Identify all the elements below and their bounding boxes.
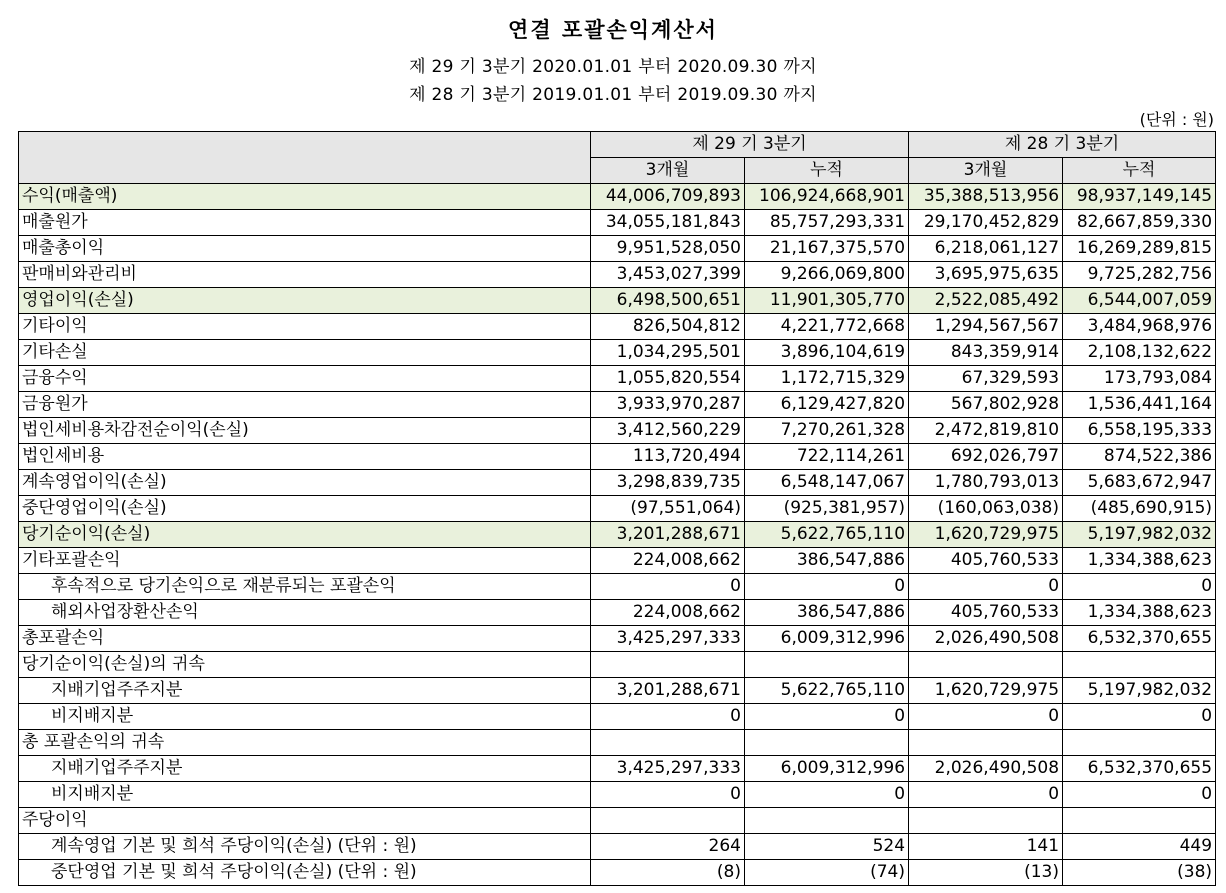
value-prior-cumulative: 0 <box>1063 574 1216 600</box>
value-current-3m: 0 <box>591 574 745 600</box>
value-prior-3m: 1,780,793,013 <box>909 470 1063 496</box>
value-current-cumulative: 6,009,312,996 <box>745 756 909 782</box>
table-row <box>19 652 1216 678</box>
value-prior-cumulative: 1,536,441,164 <box>1063 392 1216 418</box>
value-prior-3m: 2,026,490,508 <box>909 626 1063 652</box>
table-row <box>19 600 1216 626</box>
header-prior-cumulative: 누적 <box>1063 158 1216 184</box>
value-prior-cumulative: (485,690,915) <box>1063 496 1216 522</box>
value-prior-cumulative: 6,532,370,655 <box>1063 756 1216 782</box>
value-prior-3m: 2,026,490,508 <box>909 756 1063 782</box>
value-current-3m: 3,201,288,671 <box>591 522 745 548</box>
table-row <box>19 834 1216 860</box>
value-current-3m: 34,055,181,843 <box>591 210 745 236</box>
value-current-3m: (97,551,064) <box>591 496 745 522</box>
value-prior-3m: 405,760,533 <box>909 548 1063 574</box>
row-label: 판매비와관리비 <box>19 262 591 288</box>
table-row <box>19 314 1216 340</box>
row-label: 영업이익(손실) <box>19 288 591 314</box>
value-current-3m: 3,201,288,671 <box>591 678 745 704</box>
row-label: 총 포괄손익의 귀속 <box>19 730 591 756</box>
unit-label: (단위 : 원) <box>1139 110 1214 129</box>
row-label: 법인세비용차감전순이익(손실) <box>19 418 591 444</box>
row-label: 금융수익 <box>19 366 591 392</box>
value-current-cumulative: 7,270,261,328 <box>745 418 909 444</box>
table-row <box>19 470 1216 496</box>
table-row <box>19 366 1216 392</box>
value-prior-3m: 0 <box>909 704 1063 730</box>
row-label: 당기순이익(손실)의 귀속 <box>19 652 591 678</box>
value-prior-3m: 2,472,819,810 <box>909 418 1063 444</box>
value-current-cumulative: (925,381,957) <box>745 496 909 522</box>
value-current-cumulative: 11,901,305,770 <box>745 288 909 314</box>
table-row <box>19 574 1216 600</box>
value-prior-3m: 0 <box>909 782 1063 808</box>
value-prior-3m: 1,294,567,567 <box>909 314 1063 340</box>
header-current-period: 제 29 기 3분기 <box>591 132 909 158</box>
table-row <box>19 730 1216 756</box>
value-prior-3m <box>909 652 1063 678</box>
value-prior-cumulative <box>1063 730 1216 756</box>
row-label: 비지배지분 <box>19 782 591 808</box>
table-row <box>19 236 1216 262</box>
value-current-3m: 9,951,528,050 <box>591 236 745 262</box>
row-label: 주당이익 <box>19 808 591 834</box>
value-prior-3m: 843,359,914 <box>909 340 1063 366</box>
row-label: 매출원가 <box>19 210 591 236</box>
value-current-cumulative: 524 <box>745 834 909 860</box>
row-label: 기타이익 <box>19 314 591 340</box>
value-current-cumulative: 386,547,886 <box>745 600 909 626</box>
table-row <box>19 262 1216 288</box>
value-current-cumulative: 106,924,668,901 <box>745 184 909 210</box>
value-current-3m: 224,008,662 <box>591 548 745 574</box>
value-prior-cumulative: 16,269,289,815 <box>1063 236 1216 262</box>
value-prior-3m: 1,620,729,975 <box>909 522 1063 548</box>
value-prior-cumulative: 173,793,084 <box>1063 366 1216 392</box>
current-period: 제 29 기 3분기 2020.01.01 부터 2020.09.30 까지 <box>409 57 817 77</box>
value-prior-cumulative <box>1063 652 1216 678</box>
table-row <box>19 756 1216 782</box>
value-current-3m <box>591 730 745 756</box>
value-current-cumulative: 722,114,261 <box>745 444 909 470</box>
header-current-3m: 3개월 <box>591 158 745 184</box>
value-current-3m: 44,006,709,893 <box>591 184 745 210</box>
income-statement-table <box>18 131 1216 886</box>
value-prior-3m: 2,522,085,492 <box>909 288 1063 314</box>
value-prior-3m: 405,760,533 <box>909 600 1063 626</box>
value-prior-cumulative: 1,334,388,623 <box>1063 600 1216 626</box>
table-row <box>19 496 1216 522</box>
value-prior-cumulative: 3,484,968,976 <box>1063 314 1216 340</box>
row-label: 후속적으로 당기손익으로 재분류되는 포괄손익 <box>19 574 591 600</box>
value-current-cumulative: 5,622,765,110 <box>745 522 909 548</box>
row-label: 수익(매출액) <box>19 184 591 210</box>
value-prior-cumulative: 9,725,282,756 <box>1063 262 1216 288</box>
value-current-cumulative <box>745 652 909 678</box>
value-current-3m: 0 <box>591 782 745 808</box>
value-prior-cumulative: 1,334,388,623 <box>1063 548 1216 574</box>
row-label: 해외사업장환산손익 <box>19 600 591 626</box>
value-current-3m: 3,425,297,333 <box>591 626 745 652</box>
value-prior-3m: 0 <box>909 574 1063 600</box>
value-prior-3m: 1,620,729,975 <box>909 678 1063 704</box>
table-row <box>19 626 1216 652</box>
row-label: 지배기업주주지분 <box>19 678 591 704</box>
value-current-cumulative: (74) <box>745 860 909 886</box>
value-current-cumulative: 1,172,715,329 <box>745 366 909 392</box>
row-label: 당기순이익(손실) <box>19 522 591 548</box>
value-current-3m: 224,008,662 <box>591 600 745 626</box>
value-current-cumulative: 0 <box>745 704 909 730</box>
value-prior-cumulative: 0 <box>1063 704 1216 730</box>
value-prior-cumulative: 5,683,672,947 <box>1063 470 1216 496</box>
value-prior-3m <box>909 730 1063 756</box>
value-prior-cumulative: 6,532,370,655 <box>1063 626 1216 652</box>
row-label: 금융원가 <box>19 392 591 418</box>
table-header <box>19 132 1216 184</box>
value-current-3m: 3,453,027,399 <box>591 262 745 288</box>
value-current-3m: 264 <box>591 834 745 860</box>
prior-period: 제 28 기 3분기 2019.01.01 부터 2019.09.30 까지 <box>409 85 817 105</box>
value-current-3m: 0 <box>591 704 745 730</box>
value-prior-3m: 567,802,928 <box>909 392 1063 418</box>
value-prior-3m: 6,218,061,127 <box>909 236 1063 262</box>
value-current-3m: 826,504,812 <box>591 314 745 340</box>
value-prior-cumulative: 0 <box>1063 782 1216 808</box>
value-prior-3m: 67,329,593 <box>909 366 1063 392</box>
row-label: 기타손실 <box>19 340 591 366</box>
value-current-cumulative: 85,757,293,331 <box>745 210 909 236</box>
table-body <box>19 184 1216 886</box>
value-current-cumulative: 21,167,375,570 <box>745 236 909 262</box>
table-row <box>19 860 1216 886</box>
row-label: 비지배지분 <box>19 704 591 730</box>
value-prior-3m: 29,170,452,829 <box>909 210 1063 236</box>
value-current-3m <box>591 652 745 678</box>
value-prior-cumulative: 6,544,007,059 <box>1063 288 1216 314</box>
row-label: 중단영업 기본 및 희석 주당이익(손실) (단위 : 원) <box>19 860 591 886</box>
table-row <box>19 444 1216 470</box>
table-row <box>19 340 1216 366</box>
value-current-cumulative: 386,547,886 <box>745 548 909 574</box>
value-prior-cumulative: 874,522,386 <box>1063 444 1216 470</box>
table-row <box>19 522 1216 548</box>
header-prior-period: 제 28 기 3분기 <box>909 132 1216 158</box>
value-current-3m: 3,298,839,735 <box>591 470 745 496</box>
value-current-3m: 3,425,297,333 <box>591 756 745 782</box>
row-label: 지배기업주주지분 <box>19 756 591 782</box>
table-row <box>19 184 1216 210</box>
value-prior-3m: 692,026,797 <box>909 444 1063 470</box>
value-prior-cumulative: 2,108,132,622 <box>1063 340 1216 366</box>
header-current-cumulative: 누적 <box>745 158 909 184</box>
value-current-cumulative: 3,896,104,619 <box>745 340 909 366</box>
value-prior-cumulative: 82,667,859,330 <box>1063 210 1216 236</box>
value-current-3m: 1,034,295,501 <box>591 340 745 366</box>
table-row <box>19 782 1216 808</box>
value-prior-cumulative <box>1063 808 1216 834</box>
value-current-3m: (8) <box>591 860 745 886</box>
table-row <box>19 704 1216 730</box>
value-current-3m: 3,412,560,229 <box>591 418 745 444</box>
value-current-cumulative <box>745 730 909 756</box>
row-label: 기타포괄손익 <box>19 548 591 574</box>
row-label: 계속영업 기본 및 희석 주당이익(손실) (단위 : 원) <box>19 834 591 860</box>
table-row <box>19 210 1216 236</box>
value-prior-cumulative: 5,197,982,032 <box>1063 678 1216 704</box>
value-prior-3m <box>909 808 1063 834</box>
value-prior-3m: 35,388,513,956 <box>909 184 1063 210</box>
table-row <box>19 288 1216 314</box>
value-current-cumulative: 0 <box>745 782 909 808</box>
value-prior-3m: (13) <box>909 860 1063 886</box>
value-current-cumulative: 6,548,147,067 <box>745 470 909 496</box>
value-current-3m: 6,498,500,651 <box>591 288 745 314</box>
value-prior-cumulative: 98,937,149,145 <box>1063 184 1216 210</box>
value-prior-cumulative: 6,558,195,333 <box>1063 418 1216 444</box>
row-label: 계속영업이익(손실) <box>19 470 591 496</box>
header-blank-cell <box>19 132 591 184</box>
value-current-3m: 1,055,820,554 <box>591 366 745 392</box>
row-label: 법인세비용 <box>19 444 591 470</box>
statement-title: 연결 포괄손익계산서 <box>508 18 718 42</box>
value-current-3m: 113,720,494 <box>591 444 745 470</box>
value-current-3m: 3,933,970,287 <box>591 392 745 418</box>
value-prior-3m: 3,695,975,635 <box>909 262 1063 288</box>
value-current-cumulative <box>745 808 909 834</box>
value-prior-cumulative: 449 <box>1063 834 1216 860</box>
value-current-cumulative: 6,129,427,820 <box>745 392 909 418</box>
table-row <box>19 392 1216 418</box>
value-current-cumulative: 5,622,765,110 <box>745 678 909 704</box>
value-prior-3m: (160,063,038) <box>909 496 1063 522</box>
value-current-cumulative: 4,221,772,668 <box>745 314 909 340</box>
header-prior-3m: 3개월 <box>909 158 1063 184</box>
row-label: 중단영업이익(손실) <box>19 496 591 522</box>
table-row <box>19 678 1216 704</box>
value-current-cumulative: 0 <box>745 574 909 600</box>
value-prior-3m: 141 <box>909 834 1063 860</box>
table-row <box>19 548 1216 574</box>
value-current-cumulative: 9,266,069,800 <box>745 262 909 288</box>
table-row <box>19 418 1216 444</box>
value-prior-cumulative: (38) <box>1063 860 1216 886</box>
value-prior-cumulative: 5,197,982,032 <box>1063 522 1216 548</box>
row-label: 총포괄손익 <box>19 626 591 652</box>
value-current-3m <box>591 808 745 834</box>
row-label: 매출총이익 <box>19 236 591 262</box>
table-row <box>19 808 1216 834</box>
value-current-cumulative: 6,009,312,996 <box>745 626 909 652</box>
